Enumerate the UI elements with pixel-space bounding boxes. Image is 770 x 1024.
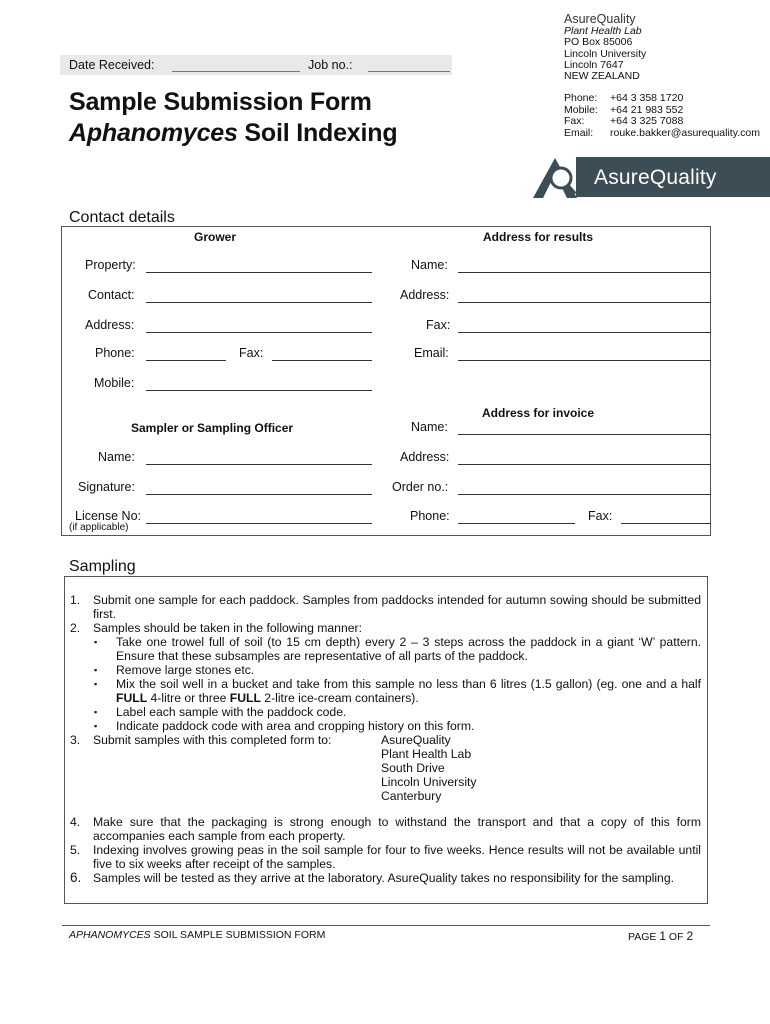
property-label: Property: <box>85 258 136 272</box>
org-name: AsureQuality <box>564 12 636 26</box>
sampler-heading: Sampler or Sampling Officer <box>131 421 294 435</box>
form-title: Sample Submission Form <box>69 88 372 116</box>
contact-label: Contact: <box>88 288 135 302</box>
bullet-square-icon: ▪ <box>94 707 98 717</box>
lab-address-line: South Drive <box>381 761 445 775</box>
item-number: 3. <box>70 733 81 747</box>
contact-key: Fax: <box>564 115 585 127</box>
license-field[interactable] <box>146 523 372 524</box>
item-number: 2. <box>70 621 81 635</box>
sampling-heading: Sampling <box>69 558 136 575</box>
instruction-6: Samples will be tested as they arrive at the laboratory. AsureQuality takes no responsibility for the sampling. <box>93 871 674 885</box>
grower-address-label: Address: <box>85 318 135 332</box>
invoice-name-field[interactable] <box>458 434 711 435</box>
results-name-field[interactable] <box>458 272 711 273</box>
lab-address <box>381 733 581 803</box>
contact-value: +64 3 358 1720 <box>610 92 684 104</box>
contact-field[interactable] <box>146 302 372 303</box>
results-email-field[interactable] <box>458 360 711 361</box>
org-university: Lincoln University <box>564 47 647 60</box>
instruction-3: Submit samples with this completed form to: <box>93 733 332 747</box>
footer-rest: SOIL SAMPLE SUBMISSION FORM <box>150 929 326 941</box>
sampler-name-label: Name: <box>98 450 135 464</box>
org-lab: Plant Health Lab <box>564 25 642 37</box>
org-address <box>564 26 646 82</box>
instruction-2-bullet-4: Label each sample with the paddock code. <box>116 705 347 719</box>
bullet-3-text-b: 4-litre or three <box>147 691 230 705</box>
asurequality-logo <box>531 154 770 200</box>
grower-heading: Grower <box>194 230 237 244</box>
bullet-3-text-c: 2-litre ice-cream containers). <box>260 691 419 705</box>
contact-row <box>564 93 760 105</box>
grower-mobile-label: Mobile: <box>94 376 135 390</box>
contact-row <box>564 128 760 140</box>
results-email-label: Email: <box>414 346 449 360</box>
page-indicator <box>628 929 693 943</box>
item-number: 4. <box>70 815 81 829</box>
lab-address-line: AsureQuality <box>381 733 451 747</box>
results-address-field[interactable] <box>458 302 711 303</box>
bullet-3-text-a: Mix the soil well in a bucket and take from this sample no less than 6 litres (1.5 gallon) (eg. one and a half <box>116 677 701 691</box>
bullet-3-full-1: FULL <box>116 691 148 705</box>
date-received-label: Date Received: <box>69 58 155 72</box>
lab-address-line: Lincoln University <box>381 775 477 789</box>
results-address-label: Address: <box>400 288 450 302</box>
contact-key: Phone: <box>564 92 598 104</box>
signature-label: Signature: <box>78 480 135 494</box>
grower-phone-label: Phone: <box>95 346 135 360</box>
results-name-label: Name: <box>411 258 448 272</box>
order-no-label: Order no.: <box>392 480 449 494</box>
bullet-square-icon: ▪ <box>94 679 98 689</box>
results-fax-label: Fax: <box>426 318 451 332</box>
grower-fax-label: Fax: <box>239 346 264 360</box>
contact-value: +64 3 325 7088 <box>610 115 684 127</box>
grower-address-field[interactable] <box>146 332 372 333</box>
sampler-name-field[interactable] <box>146 464 372 465</box>
subtitle-rest: Soil Indexing <box>237 119 398 147</box>
page-of: OF <box>666 931 687 943</box>
property-field[interactable] <box>146 272 372 273</box>
grower-phone-field[interactable] <box>146 360 226 361</box>
subtitle-italic: Aphanomyces <box>69 119 238 147</box>
sampling-instructions-box <box>64 576 708 904</box>
org-contacts <box>564 93 760 139</box>
instruction-2: Samples should be taken in the following manner: <box>93 621 362 635</box>
contact-details-box <box>61 226 711 536</box>
bullet-3-full-2: FULL <box>229 691 261 705</box>
address-results-heading: Address for results <box>483 230 594 244</box>
invoice-phone-label: Phone: <box>410 509 450 523</box>
invoice-address-label: Address: <box>400 450 450 464</box>
form-subtitle <box>69 119 397 148</box>
lab-address-line: Canterbury <box>381 789 442 803</box>
item-number: 6. <box>70 870 82 885</box>
org-po-box: PO Box 85006 <box>564 36 633 49</box>
contact-key: Mobile: <box>564 103 598 116</box>
contact-row <box>564 116 760 128</box>
bullet-square-icon: ▪ <box>94 637 98 647</box>
job-no-field[interactable] <box>368 71 450 72</box>
contact-details-heading: Contact details <box>69 209 175 226</box>
contact-value: rouke.bakker@asurequality.com <box>610 126 760 139</box>
instruction-2-bullet-3 <box>116 677 701 705</box>
job-no-label: Job no.: <box>308 58 353 72</box>
invoice-fax-label: Fax: <box>588 509 613 523</box>
footer-form-name <box>69 929 325 941</box>
contact-key: Email: <box>564 126 594 139</box>
invoice-name-label: Name: <box>411 420 448 434</box>
order-no-field[interactable] <box>458 494 711 495</box>
instruction-5: Indexing involves growing peas in the soil sample for four to five weeks. Hence results will not be available until five to six weeks after receipt of the samples. <box>93 843 701 871</box>
page-prefix: PAGE <box>628 931 660 943</box>
instruction-4: Make sure that the packaging is strong enough to withstand the transport and that a copy of this form accompanies each sample from each property. <box>93 815 701 843</box>
page-total: 2 <box>686 929 694 943</box>
bullet-square-icon: ▪ <box>94 665 98 675</box>
org-city: Lincoln 7647 <box>564 58 624 71</box>
logo-text: AsureQuality <box>594 166 717 189</box>
date-received-row <box>60 55 452 75</box>
invoice-phone-field[interactable] <box>458 523 575 524</box>
grower-fax-field[interactable] <box>272 360 372 361</box>
item-number: 1. <box>70 593 81 607</box>
footer-divider <box>62 925 710 926</box>
license-label: License No: <box>75 509 142 523</box>
bullet-square-icon: ▪ <box>94 721 98 731</box>
invoice-fax-field[interactable] <box>621 523 711 524</box>
contact-value: +64 21 983 552 <box>610 103 684 116</box>
item-number: 5. <box>70 843 81 857</box>
instruction-2-bullet-1: Take one trowel full of soil (to 15 cm depth) every 2 – 3 steps across the paddock in a giant ‘W’ pattern. Ensure that these subsamples are representative of all parts of the paddock. <box>116 635 701 663</box>
grower-mobile-field[interactable] <box>146 390 372 391</box>
instruction-2-bullet-5: Indicate paddock code with area and cropping history on this form. <box>116 719 475 733</box>
page-number: 1 <box>659 929 667 943</box>
results-fax-field[interactable] <box>458 332 711 333</box>
org-country: NEW ZEALAND <box>564 70 640 83</box>
footer-italic: APHANOMYCES <box>69 929 151 941</box>
lab-address-line: Plant Health Lab <box>381 747 472 761</box>
invoice-heading: Address for invoice <box>482 406 595 420</box>
date-received-field[interactable] <box>172 71 300 72</box>
signature-field[interactable] <box>146 494 372 495</box>
instruction-2-bullet-2: Remove large stones etc. <box>116 663 255 677</box>
instruction-1: Submit one sample for each paddock. Samples from paddocks intended for autumn sowing should be submitted first. <box>93 593 701 621</box>
invoice-address-field[interactable] <box>458 464 711 465</box>
license-note: (if applicable) <box>69 522 129 533</box>
